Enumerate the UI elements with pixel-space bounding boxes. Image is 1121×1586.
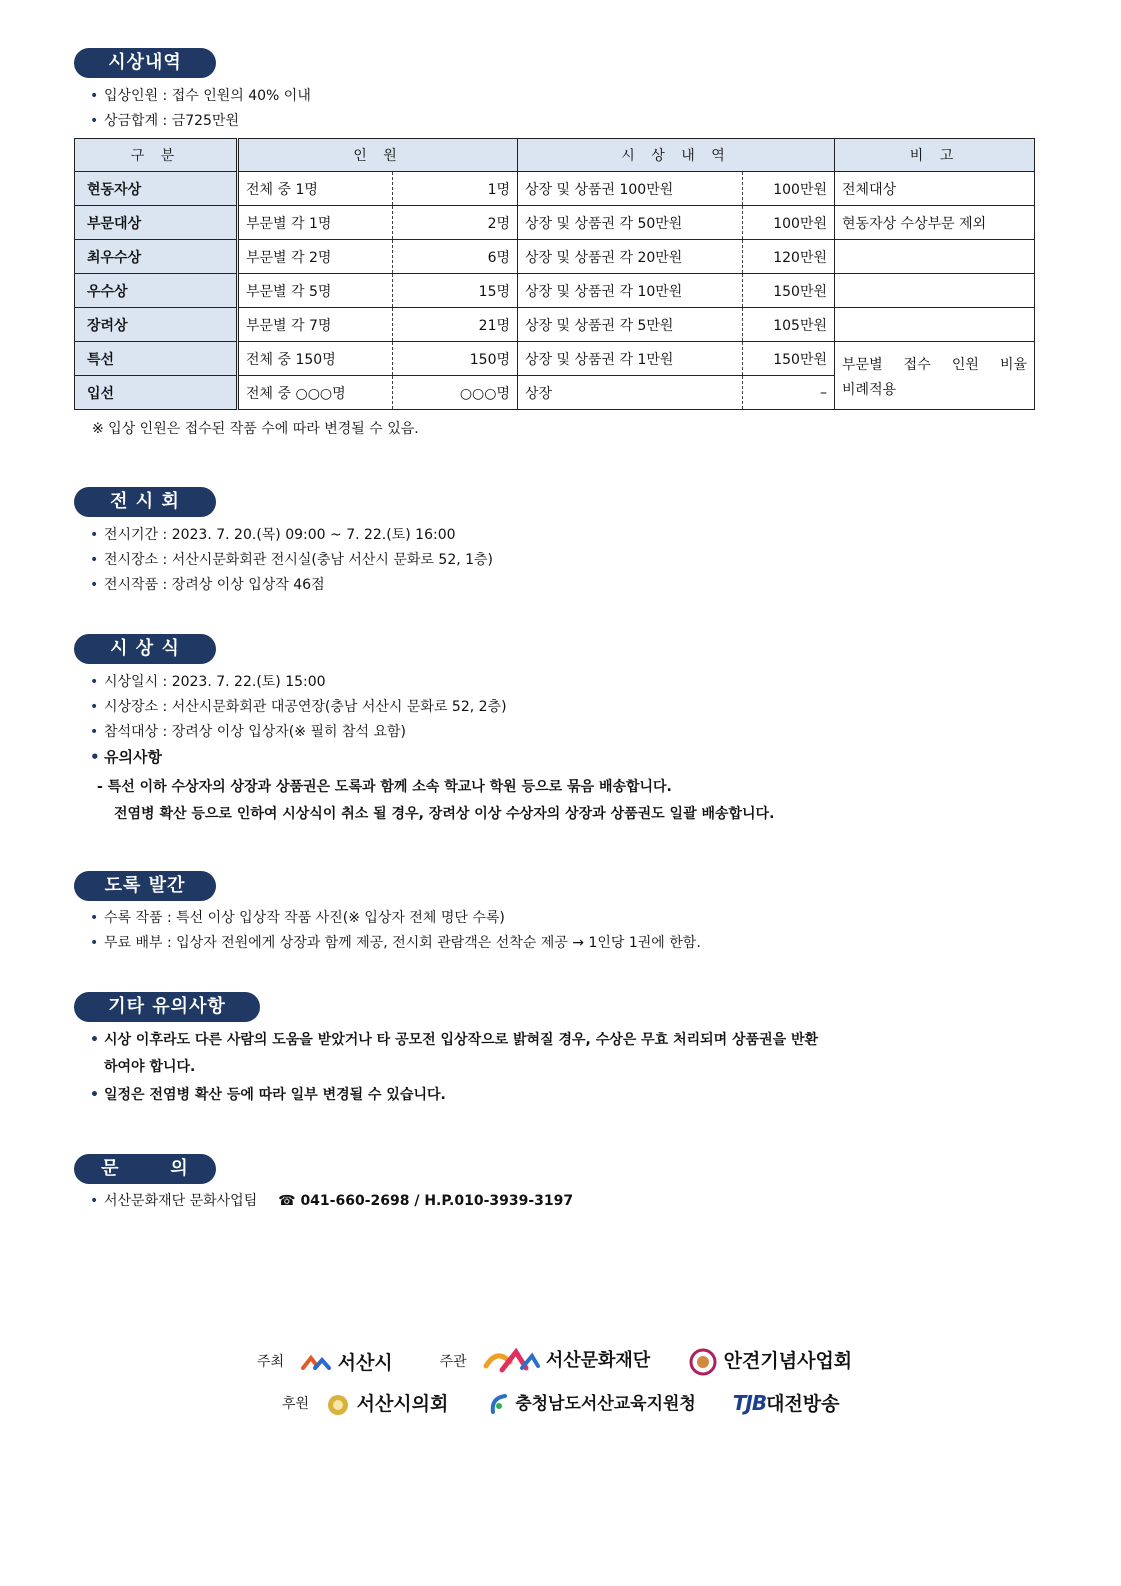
row-category: 부문대상 (75, 206, 238, 240)
notes-item-1-cont: 하여야 합니다. (104, 1059, 196, 1075)
tjb-mark: TJB (732, 1391, 767, 1416)
seosan-council-logo: 서산시의회 (326, 1389, 448, 1417)
seosan-culture-foundation-logo: 서산문화재단 (482, 1346, 651, 1376)
header-category: 구 분 (75, 139, 238, 172)
table-row (75, 206, 1035, 240)
seosan-mark-icon (301, 1354, 331, 1372)
contact-line: • 서산문화재단 문화사업팀 ☎ 041-660-2698 / H.P.010-3939-3197 (90, 1193, 574, 1209)
merged-note-line1: 부문별 접수 인원 비율 (842, 356, 1028, 373)
table-row (75, 240, 1035, 274)
row-count: 15명 (393, 274, 518, 308)
row-prize: 상장 및 상품권 각 20만원 (518, 240, 743, 274)
ahn-gyeon-society-logo: 안견기념사업회 (689, 1346, 852, 1376)
row-amount: 150만원 (743, 274, 835, 308)
row-amount: – (743, 376, 835, 410)
awards-table (74, 138, 1035, 410)
merged-note-line2: 비례적용 (842, 381, 897, 398)
row-note (835, 240, 1035, 274)
list-item: • 전시장소 : 서산시문화회관 전시실(충남 서산시 문화로 52, 1층) (90, 552, 494, 568)
row-count-desc: 부문별 각 5명 (238, 274, 393, 308)
contact-org: 서산문화재단 문화사업팀 (104, 1193, 258, 1209)
foundation-mark-icon (482, 1346, 540, 1376)
ceremony-notice-1: - 특선 이하 수상자의 상장과 상품권은 도록과 함께 소속 학교나 학원 등으로 묶음 배송합니다. (97, 779, 672, 795)
footer-host-row (257, 1346, 852, 1376)
row-count: ○○○명 (393, 376, 518, 410)
row-note-merged (835, 342, 1035, 410)
row-amount: 100만원 (743, 172, 835, 206)
row-category: 장려상 (75, 308, 238, 342)
row-count-desc: 전체 중 ○○○명 (238, 376, 393, 410)
row-prize: 상장 및 상품권 각 50만원 (518, 206, 743, 240)
header-note: 비 고 (835, 139, 1035, 172)
list-item: • 입상인원 : 접수 인원의 40% 이내 (90, 88, 311, 104)
list-item: • 참석대상 : 장려상 이상 입상자(※ 필히 참석 요함) (90, 724, 406, 740)
row-count: 6명 (393, 240, 518, 274)
list-item: • 전시작품 : 장려상 이상 입상작 46점 (90, 577, 325, 593)
organizer-label: 주관 (439, 1354, 467, 1370)
tjb-logo: TJB대전방송 (732, 1391, 840, 1416)
row-count: 21명 (393, 308, 518, 342)
row-count: 1명 (393, 172, 518, 206)
society-seal-icon (689, 1348, 717, 1376)
row-amount: 100만원 (743, 206, 835, 240)
row-category: 최우수상 (75, 240, 238, 274)
row-count-desc: 부문별 각 2명 (238, 240, 393, 274)
education-mark-icon (487, 1392, 509, 1416)
row-count: 2명 (393, 206, 518, 240)
row-count-desc: 전체 중 1명 (238, 172, 393, 206)
row-amount: 105만원 (743, 308, 835, 342)
section-title-contact: 문 의 (74, 1154, 216, 1184)
row-note: 현동자상 수상부문 제외 (835, 206, 1035, 240)
table-row (75, 274, 1035, 308)
row-note: 전체대상 (835, 172, 1035, 206)
row-prize: 상장 및 상품권 100만원 (518, 172, 743, 206)
row-count-desc: 부문별 각 1명 (238, 206, 393, 240)
row-count-desc: 전체 중 150명 (238, 342, 393, 376)
section-title-ceremony: 시 상 식 (74, 634, 216, 664)
row-prize: 상장 (518, 376, 743, 410)
header-prize: 시 상 내 역 (518, 139, 835, 172)
list-item: • 상금합계 : 금725만원 (90, 113, 240, 129)
section-title-awards: 시상내역 (74, 48, 216, 78)
row-prize: 상장 및 상품권 각 1만원 (518, 342, 743, 376)
row-amount: 120만원 (743, 240, 835, 274)
header-count: 인 원 (238, 139, 518, 172)
row-note (835, 308, 1035, 342)
notes-item-2: • 일정은 전염병 확산 등에 따라 일부 변경될 수 있습니다. (90, 1087, 446, 1103)
sponsor-label: 후원 (282, 1395, 310, 1412)
host-label: 주최 (257, 1354, 285, 1370)
contact-phone: ☎ 041-660-2698 / H.P.010-3939-3197 (278, 1193, 574, 1209)
education-office-logo: 충청남도서산교육지원청 (487, 1389, 696, 1416)
table-row (75, 172, 1035, 206)
section-title-exhibition: 전 시 회 (74, 487, 216, 517)
section-title-catalog: 도록 발간 (74, 871, 216, 901)
list-item: • 무료 배부 : 입상자 전원에게 상장과 함께 제공, 전시회 관람객은 선착순 제공 → 1인당 1권에 한함. (90, 935, 701, 951)
row-note (835, 274, 1035, 308)
ceremony-notice-title: • 유의사항 (90, 748, 162, 766)
row-category: 특선 (75, 342, 238, 376)
section-title-notes: 기타 유의사항 (74, 992, 260, 1022)
notes-item-1: • 시상 이후라도 다른 사람의 도움을 받았거나 타 공모전 입상작으로 밝혀질 경우, 수상은 무효 처리되며 상품권을 반환 (90, 1032, 819, 1048)
row-category: 현동자상 (75, 172, 238, 206)
table-footnote: ※ 입상 인원은 접수된 작품 수에 따라 변경될 수 있음. (92, 421, 419, 437)
row-count-desc: 부문별 각 7명 (238, 308, 393, 342)
seosan-city-logo: 서산시 (301, 1348, 393, 1375)
ceremony-notice-2: 전염병 확산 등으로 인하여 시상식이 취소 될 경우, 장려상 이상 수상자의 상장과 상품권도 일괄 배송합니다. (114, 806, 775, 822)
list-item: • 전시기간 : 2023. 7. 20.(목) 09:00 ~ 7. 22.(토) 16:00 (90, 527, 456, 543)
row-prize: 상장 및 상품권 각 10만원 (518, 274, 743, 308)
row-category: 입선 (75, 376, 238, 410)
table-row (75, 342, 1035, 376)
row-count: 150명 (393, 342, 518, 376)
row-amount: 150만원 (743, 342, 835, 376)
council-emblem-icon (326, 1393, 350, 1417)
row-prize: 상장 및 상품권 각 5만원 (518, 308, 743, 342)
table-header-row (75, 139, 1035, 172)
list-item: • 시상장소 : 서산시문화회관 대공연장(충남 서산시 문화로 52, 2층) (90, 699, 507, 715)
list-item: • 시상일시 : 2023. 7. 22.(토) 15:00 (90, 674, 326, 690)
row-category: 우수상 (75, 274, 238, 308)
table-row (75, 308, 1035, 342)
footer-sponsor-row (282, 1389, 840, 1417)
list-item: • 수록 작품 : 특선 이상 입상작 작품 사진(※ 입상자 전체 명단 수록) (90, 910, 505, 926)
